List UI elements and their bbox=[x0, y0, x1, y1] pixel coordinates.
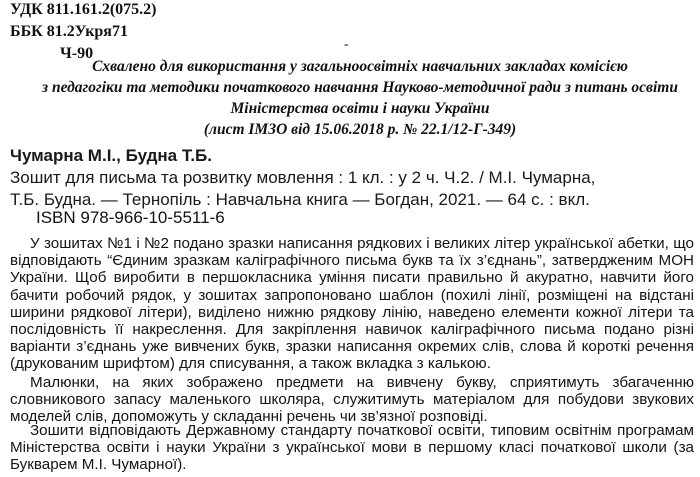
isbn: ISBN 978-966-10-5511-6 bbox=[36, 208, 225, 227]
text-line: ширини рядкової літери), виділено нижню рядкову лінію, наведено елементи кожної літери та bbox=[10, 303, 694, 321]
approval-letter-ref: (лист ІМЗО від 15.06.2018 р. № 22.1/12-Г-349) bbox=[203, 121, 517, 138]
dash-mark: - bbox=[344, 37, 349, 52]
text-line: Малюнки, на яких зображено предмети на вивчену букву, сприятимуть збагаченню bbox=[30, 374, 694, 391]
text-line: (друкованим шрифтом) для списування, а також вкладка з калькою. bbox=[10, 355, 491, 373]
authors: Чумарна М.І., Будна Т.Б. bbox=[10, 146, 212, 165]
text-line: бачити робочий рядок, у зошитах запропоновано шаблон (похилі лінії, розміщені на відстані bbox=[10, 286, 694, 304]
bibliographic-record bbox=[10, 145, 690, 211]
text-line: України. Щоб виробити в першокласника уміння писати правильно й акуратно, навчити його bbox=[10, 269, 694, 287]
text-line: словникового запасу маленького школяра, служитимуть матеріалом для побудови звукових bbox=[10, 391, 694, 409]
approval-note bbox=[30, 56, 690, 119]
approval-line: Схвалено для використання у загальноосвітніх навчальних закладах комісією bbox=[92, 58, 628, 75]
text-line: Міністерства освіти і науки України з української мови в першому класі початкової школи (за bbox=[10, 439, 694, 457]
udk-code: УДК 811.161.2(075.2) bbox=[10, 1, 157, 18]
bibliographic-line: Т.Б. Будна. — Тернопіль : Навчальна книга — Богдан, 2021. — 64 с. : вкл. bbox=[10, 190, 590, 209]
text-line: моделей слів, допоможуть у складанні речень чи зв’язної розповіді. bbox=[10, 408, 488, 426]
author-mark: Ч-90 bbox=[60, 45, 94, 62]
text-line: Букварем М.І. Чумарної). bbox=[10, 456, 187, 474]
annotation-paragraph-1 bbox=[10, 235, 694, 373]
text-line: відповідають “Єдиним зразкам каліграфічного письма букв та їх з’єднань”, затвердженим МОН bbox=[10, 252, 694, 270]
approval-line: з педагогіки та методики початкового навчання Науково-методичної ради з питань освіти bbox=[42, 79, 678, 96]
annotation-paragraph-3 bbox=[10, 422, 694, 474]
annotation-paragraph-2 bbox=[10, 374, 694, 426]
bbk-code: ББК 81.2Укря71 bbox=[10, 23, 128, 40]
text-line: Зошити відповідають Державному стандарту початкової освіти, типовим освітнім програмам bbox=[30, 422, 694, 439]
approval-line: Міністерства освіти і науки України bbox=[230, 100, 490, 117]
text-line: послідовність її накреслення. Для закріплення навичок каліграфічного письма подано різні bbox=[10, 321, 694, 339]
bibliographic-line: Зошит для письма та розвитку мовлення : 1 кл. : у 2 ч. Ч.2. / М.І. Чумарна, bbox=[10, 168, 596, 187]
text-line: варіанти з’єднань уже вивчених букв, зразки написання окремих слів, слова й короткі речення bbox=[10, 338, 694, 356]
text-line: У зошитах №1 і №2 подано зразки написання рядкових і великих літер української абетки, що bbox=[30, 235, 694, 252]
